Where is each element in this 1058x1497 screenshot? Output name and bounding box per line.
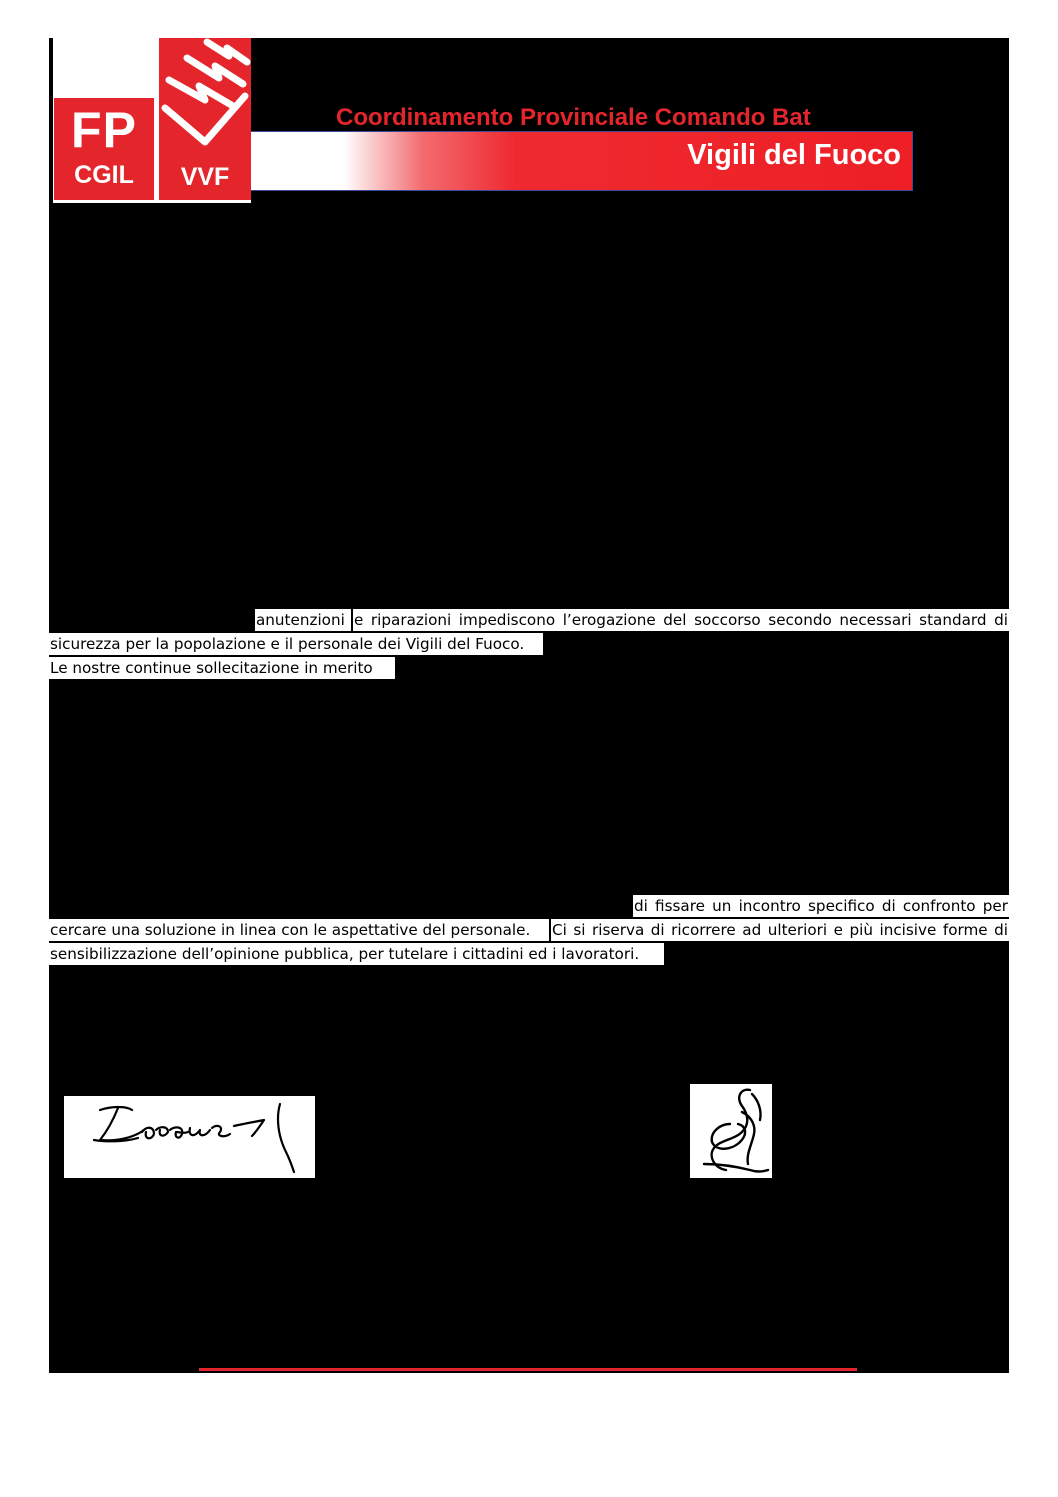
handwritten-signature-left [64,1096,315,1178]
body-text-segment: e riparazioni impediscono l’erogazione del soccorso secondo necessari standard di [354,611,1008,629]
vvf-logo-block [159,38,251,200]
fp-cgil-vvf-logo [53,38,251,203]
header-title: Coordinamento Provinciale Comando Bat [336,104,811,131]
body-text-segment: Ci si riserva di ricorrere ad ulteriori e più incisive forme di [552,921,1008,939]
body-text-segment: cercare una soluzione in linea con le aspettative del personale. [49,919,549,941]
body-text-segment: di fissare un incontro specifico di confronto per [634,897,1008,915]
logo-fp-text: FP [71,102,137,158]
body-text-segment: sensibilizzazione dell’opinione pubblica, per tutelare i cittadini ed i lavoratori. [49,943,664,965]
handwritten-signature-right [690,1084,772,1178]
header-band [251,131,913,191]
signature-left [64,1096,315,1178]
fp-cgil-logo-block [54,98,154,200]
body-text-segment: anutenzioni [255,609,351,631]
logo-vvf-text: VVF [180,163,230,191]
body-text-segment: Le nostre continue sollecitazione in merito [49,657,395,679]
footer-divider [199,1368,857,1371]
logo-cgil-text: CGIL [74,161,134,189]
body-text-segment: sicurezza per la popolazione e il personale dei Vigili del Fuoco. [49,633,543,655]
signature-right [690,1084,772,1178]
header-subtitle: Vigili del Fuoco [687,139,901,171]
